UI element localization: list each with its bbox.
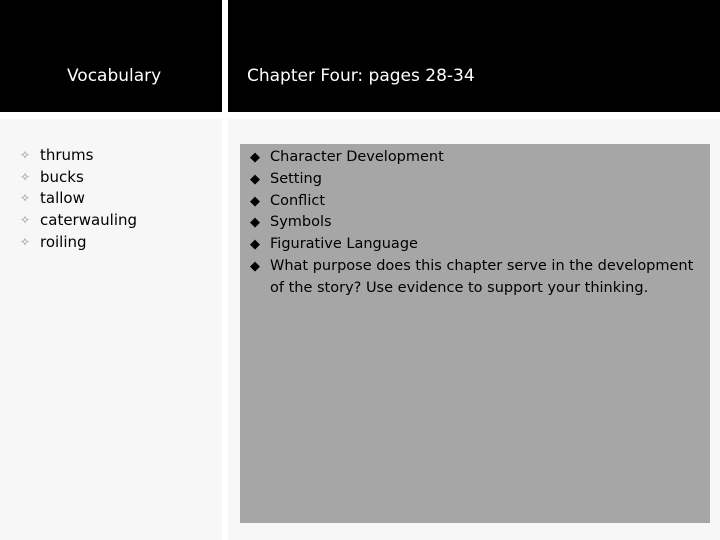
- four-point-star-icon: ✧: [20, 191, 31, 206]
- diamond-icon: ◆: [250, 215, 260, 231]
- vocabulary-list: [20, 144, 137, 253]
- right-header-bar: [228, 0, 720, 112]
- chapter-title: Chapter Four: pages 28-34: [247, 66, 475, 86]
- diamond-icon: ◆: [250, 193, 260, 209]
- four-point-star-icon: ✧: [20, 213, 31, 228]
- list-item: ✧ caterwauling: [20, 211, 138, 230]
- diamond-icon: ◆: [250, 258, 260, 274]
- vocabulary-title: Vocabulary: [67, 66, 162, 86]
- diamond-icon: ◆: [250, 237, 260, 253]
- four-point-star-icon: ✧: [20, 169, 31, 184]
- list-item: ◆ Conflict: [250, 191, 705, 213]
- diamond-icon: ◆: [250, 171, 260, 187]
- list-item: ◆ Figurative Language: [250, 234, 705, 256]
- list-item: ◆ Symbols: [250, 212, 705, 234]
- diamond-icon: ◆: [250, 150, 260, 165]
- left-header-bar: [0, 0, 222, 112]
- four-point-star-icon: ✧: [20, 147, 31, 162]
- list-item: ✧ bucks: [20, 167, 84, 186]
- list-item: ✧ roiling: [20, 233, 87, 252]
- list-item: ✧ thrums: [20, 145, 94, 164]
- list-item: ◆ What purpose does this chapter serve in the development of the story? Use evidence to support your thinking.: [250, 257, 694, 296]
- list-item: ✧ tallow: [20, 189, 85, 208]
- topic-list: [250, 147, 705, 300]
- list-item: ◆ Character Development: [250, 147, 705, 169]
- four-point-star-icon: ✧: [20, 235, 31, 250]
- list-item: ◆ Setting: [250, 169, 705, 191]
